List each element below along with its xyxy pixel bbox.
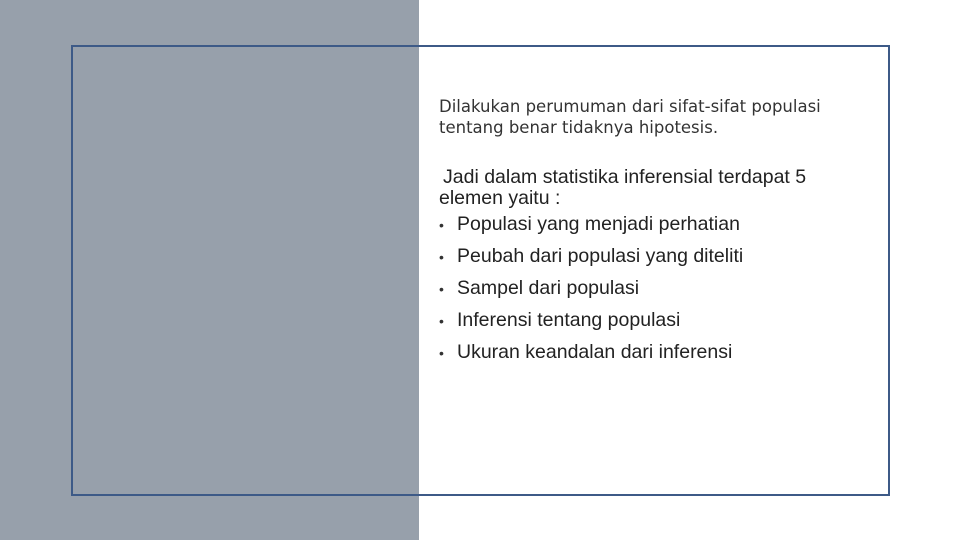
bullet-icon: •	[439, 313, 444, 329]
list-item	[439, 241, 869, 273]
bullet-icon: •	[439, 281, 444, 297]
list-item	[439, 209, 869, 241]
list-item	[439, 337, 869, 369]
list-item	[439, 305, 869, 337]
element-list	[439, 209, 869, 369]
slide-content	[439, 96, 869, 369]
intro-line-1: Dilakukan perumuman dari sifat-sifat populasi	[439, 97, 821, 116]
list-item-text: Sampel dari populasi	[457, 277, 640, 299]
bullet-icon: •	[439, 345, 444, 361]
list-item-text: Peubah dari populasi yang diteliti	[457, 245, 744, 267]
intro-paragraph	[439, 96, 869, 138]
bullet-icon: •	[439, 249, 444, 265]
list-item	[439, 273, 869, 305]
lead-line-2: elemen yaitu :	[439, 187, 561, 209]
list-item-text: Populasi yang menjadi perhatian	[457, 213, 740, 235]
list-item-text: Inferensi tentang populasi	[457, 309, 681, 331]
intro-line-2: tentang benar tidaknya hipotesis.	[439, 118, 719, 137]
lead-line-1: Jadi dalam statistika inferensial terdapat 5	[443, 166, 807, 188]
list-item-text: Ukuran keandalan dari inferensi	[457, 341, 733, 363]
lead-paragraph	[439, 167, 869, 209]
bullet-icon: •	[439, 217, 444, 233]
